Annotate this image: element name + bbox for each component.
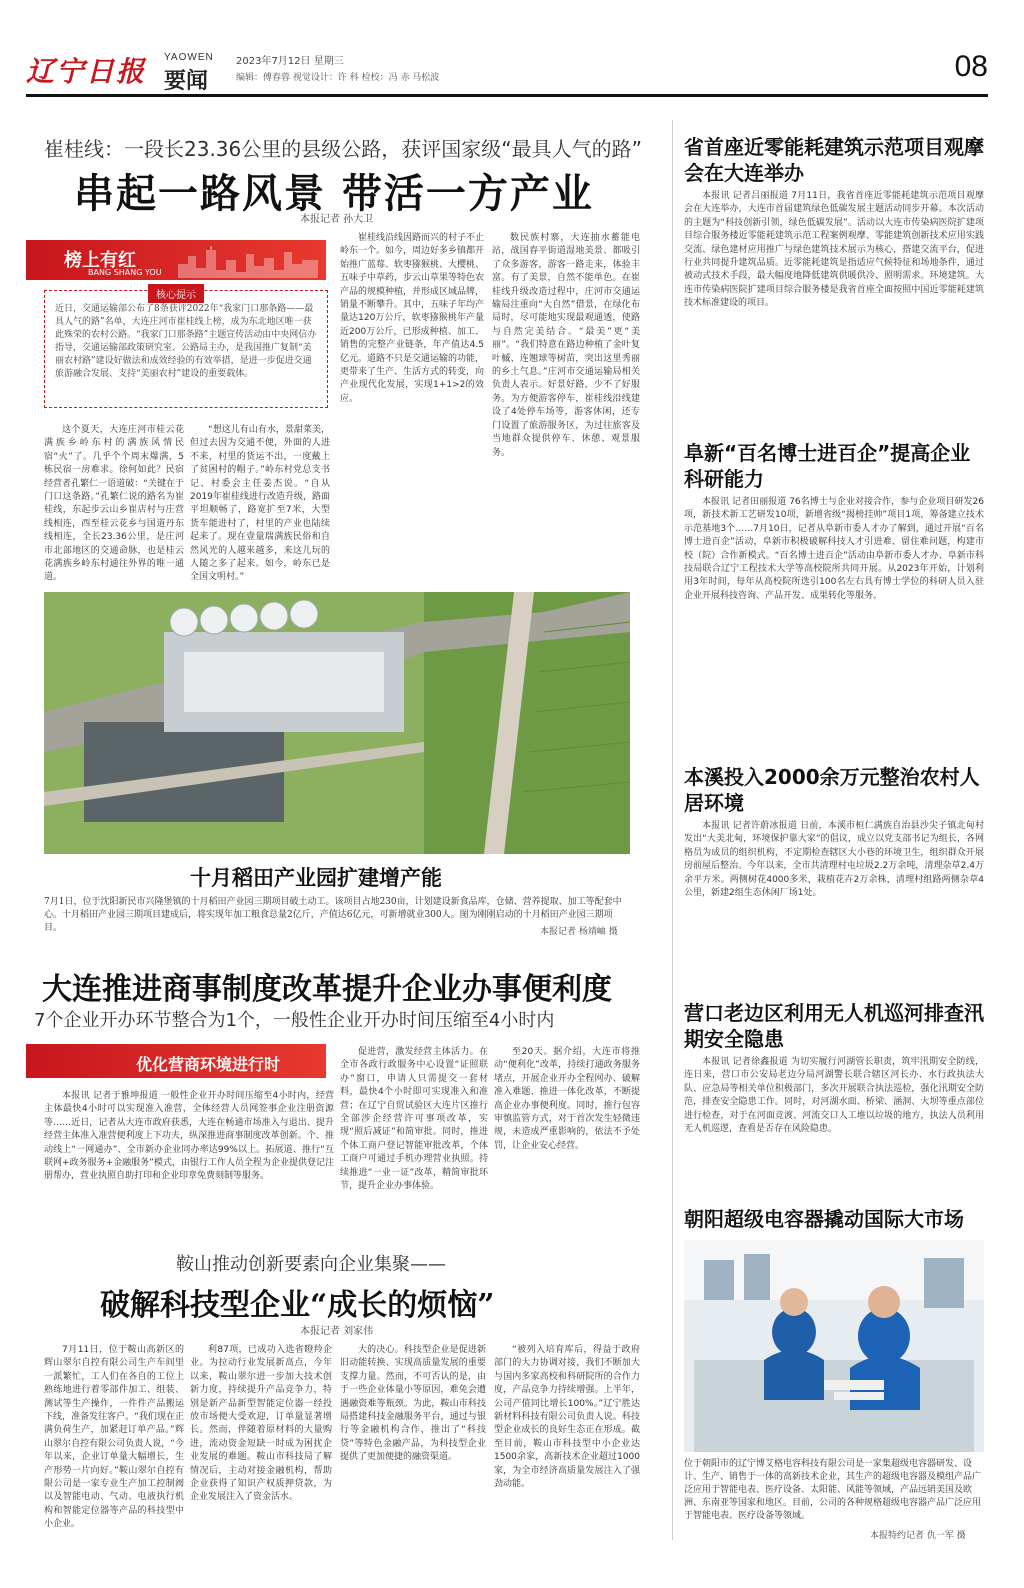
anshan-headline: 破解科技型企业“成长的烦恼” — [100, 1288, 495, 1323]
page-number: 08 — [954, 50, 988, 83]
right-story-1-headline: 省首座近零能耗建筑示范项目观摩会在大连举办 — [684, 135, 984, 185]
section-label-en: YAOWEN — [164, 52, 214, 63]
anshan-body-col4: “被列入培育库后，得益于政府部门的大力协调对接，我们不断加大与国内多家高校和科研院所的合作力度，产品竞争力持续增强。上半年，公司产值同比增长100%。”辽宁胜达新材料科技有限公司负责人说。科技型企业成长的良好生态正在形成。截至目前，鞍山市科技型中小企业达1500余家，高新技术企业超过1000家，为全市经济高质量发展注入了强劲动能。 — [494, 1345, 640, 1490]
factory-workers-illustration — [684, 1240, 984, 1452]
dalian-banner — [26, 1044, 326, 1078]
industrial-park-aerial-photo — [44, 592, 630, 854]
masthead — [26, 44, 998, 94]
banner-title: 榜上有红 — [64, 250, 136, 271]
right-story-5-headline: 朝阳超级电容器撬动国际大市场 — [684, 1207, 964, 1231]
right-story-2-headline: 阜新“百名博士进百企”提高企业科研能力 — [684, 441, 971, 491]
editor-note: 近日，交通运输部公布了8条获评2022年“我家门口那条路——最具人气的路”名单，大连庄河市崔桂线上榜，成为东北地区唯一获此殊荣的农村公路。“我家门口那条路”主题宣传活动由中央网信办指导，交通运输部政策研究室、公路局主办，是我国推广复制“美丽农村路”建设好做法和成效经验的有效举措，是进一步促进交通旅游融合发展、支持“美丽农村”建设的重要载体。 — [44, 290, 328, 408]
column-divider — [672, 120, 673, 1540]
dalian-subhead: 7个企业开办环节整合为1个，一般性企业开办时间压缩至4小时内 — [34, 1010, 555, 1031]
dalian-body-col3: 至20天。据介绍，大连市将推动“便利化”改革，持续打通政务服务堵点，开展企业开办全程网办、破解准入难题、推进一体化改革，不断提高企业办事便利度。同时，推行包容审慎监管方式，对于首次发生轻微违规，未造成严重影响的，依法不予处罚，让企业安心经营。 — [494, 1047, 640, 1151]
dalian-headline: 大连推进商事制度改革提升企业办事便利度 — [42, 972, 612, 1007]
lead-kicker: 崔桂线：一段长23.36公里的县级公路，获评国家级“最具人气的路” — [44, 137, 642, 161]
photo-feature-title: 十月稻田产业园扩建增产能 — [190, 866, 442, 890]
anshan-byline: 本报记者 刘家伟 — [300, 1326, 374, 1337]
right-story-1-body: 本报讯 记者吕丽报道 7月11日，我省首座近零能耗建筑示范项目观摩会在大连举办，大连市首届建筑绿色低碳发展主题活动同步开幕。本次活动的主题为“科技创新引领，绿色低碳发展”。活动以大连市传染病医院扩建项目综合服务楼近零能耗建筑示范工程案例观摩、零能建筑创新技术应用实践交流、绿色建材应用推广与绿色建筑技术展示为核心，搭建交流平台，促进行业共同提升建筑品质。近零能耗建筑是指适应气候特征和场地条件，通过被动式技术手段，最大幅度地降低建筑供暖供冷、照明需求。环境建筑。大连市传染病医院扩建项目综合服务楼是我省首座全面按照中国近零能耗建筑技术标准建设的项目。 — [684, 191, 984, 309]
photo-feature-credit: 本报记者 杨靖岫 摄 — [540, 927, 618, 937]
anshan-body-col2: 利87项，已成功入选省瞪羚企业。为拉动行业发展新高点，今年以来，鞍山翠尔进一步加大技术创新力度，持续提升产品竞争力，特别是新产品新型智能定位器一经投放市场便大受欢迎，订单量显著增长。然而，伴随着原材料的大量购进，流动资金短缺一时成为困扰企业发展的难题。鞍山市科技局了解情况后，主动对接金融机构，帮助企业获得了知识产权质押贷款，为企业发展注入了资金活水。 — [190, 1345, 332, 1503]
photo-feature-caption: 7月1日，位于沈阳新民市兴隆堡镇的十月稻田产业园三期项目破土动工。该项目占地230亩，计划建设新食品库，仓储、营养提取、加工等配套中心。十月稻田产业园三期项目建成后，将实现年加工粮食总量2亿斤，产值达6亿元，可新增就业300人。图为刚刚启动的十月稻田产业园三期项目。 — [44, 897, 622, 933]
anshan-body-col1: 7月11日，位于鞍山高新区的辉山翠尔自控有限公司生产车间里一派繁忙，工人们在各自的工位上熟练地进行着零部件加工、组装、测试等生产操作，一件件产品搬运下线，准备发往客户。“我们现在正满负荷生产，加紧赶订单产品。”辉山翠尔自控有限公司负责人说，“今年以来，企业订单量大幅增长，生产形势一片向好。”鞍山翠尔自控有限公司是一家专业生产加工控制阀以及智能电动、气动、电液执行机构和智能定位器等产品的科技型中小企业。 — [44, 1345, 184, 1530]
lead-body-col2: “想这儿有山有水，景甜菜美，但过去因为交通不便，外面的人进不来，村里的货运不出，一度戴上了贫困村的帽子。”岭东村党总支书记、村委会主任姜杰说。“自从2019年崔桂线进行改造升级，路面平坦顺畅了，路宽扩至7米，大型货车能进村了，村里的产业也陆续起来了。现在壹量瑞满族民俗和自然风光的人越来越多，来这儿玩的人随之多了起来。如今，岭东已是全国文明村。” — [190, 425, 330, 583]
lead-body-col4: 数民族村寨，大连抽水蓄能电站，战国春平街道湿地美景、都吸引了众多游客，游客一路走来，体验丰富。有了美景，自然不能单色。在崔桂线升级改造过程中，庄河市交通运输局注重向“大自然”借景，在绿化布局时，尽可能地实现最观通透，使路与自然完美结合。“最美”更“美丽”。“我们特意在路边种植了金叶复叶槭、连翘球等树苗，突出这里秀丽的乡土气息。”庄河市交通运输局相关负责人表示。好景好路，少不了好服务。为方便游客停车，崔桂线沿线建设了4处停车场等，游客休闲，还专门设置了旅游服务区，为过往旅客及当地群众提供停车、休憩、观景服务。 — [492, 233, 640, 458]
city-skyline-icon — [178, 244, 318, 278]
masthead-rule — [26, 94, 988, 97]
lead-headline: 串起一路风景 带活一方产业 — [74, 170, 594, 217]
right-story-5-caption: 位于朝阳市的辽宁博艾格电容科技有限公司是一家集超级电容器研发、设计、生产、销售于一体的高新技术企业，其生产的超级电容器及模组产品广泛应用于智能电表、医疗设备、太阳能、风能等领域，产品远销美国及欧洲、东南亚等国家和地区。目前，公司的各种规格超级电容器产品广泛应用于智能电表、医疗设备等领域。 — [684, 1459, 982, 1521]
capacitor-factory-photo — [684, 1240, 984, 1452]
banner-title-en: BANG SHANG YOU — [88, 268, 162, 277]
lead-body-col3: 崔桂线沿线因路而兴的村子不止岭东一个。如今，周边好多乡镇都开始推广蓝莓、软枣猕猴桃、大樱桃、五味子中草药，步云山草果等特色农产品的规模种植，并形成区域品牌，销量不断攀升。其中，五味子年均产量达120万公斤，软枣猕猴桃年产量近200万公斤，已形成种植、加工、销售的完整产业链条，年产值达4.5亿元。道路不只是交通运输的功能，更带来了生产、生活方式的转变，向产业现代化发展，实现1+1>2的效应。 — [340, 233, 484, 404]
newspaper-logo: 辽宁日报 — [26, 55, 147, 88]
anshan-body-col3: 大的决心。科技型企业是促进新旧动能转换、实现高质量发展的重要支撑力量。然而，不可否认的是，由于一些企业体量小等原因，难免会遭遇融资难等瓶颈。为此，鞍山市科技局搭建科技金融服务平台，通过与银行等金融机构合作，推出了“科技贷”等特色金融产品，为科技型企业提供了更加便捷的融资渠道。 — [340, 1345, 486, 1463]
right-story-4-headline: 营口老边区利用无人机巡河排查汛期安全隐患 — [684, 1001, 984, 1051]
dalian-banner-title: 优化营商环境进行时 — [136, 1055, 281, 1074]
right-story-4-body: 本报讯 记者徐鑫报道 为切实履行河湖管长职责，筑牢汛期安全防线，连日来，营口市公安局老边分局河湖警长联合辖区河长办、水行政执法大队、应急局等相关单位积极部门，多次开展联合执法巡检，强化汛期安全防范，排查安全隐患工作。同时，对河湖水面、桥梁、涵洞、大坝等重点部位进行检查，对于在河面竞渡、河流交口人工堆以垃圾的地方，执法人员利用无人机巡逻，查看是否存在风险隐患。 — [684, 1057, 984, 1135]
aerial-photo-illustration — [44, 592, 630, 854]
lead-banner — [26, 240, 326, 280]
dalian-body-col2: 促进营，激发经营主体活力。在全市各政行政服务中心设置“证照联办”窗口，申请人只需提交一套材料，最快4个小时即可实现准入和准营；在辽宁自贸试验区大连片区推行全部涉企经营许可事项改革，实现“照后减证”和简审批。同时，推进个体工商户登记智能审批改革，个体工商户可通过手机办理营业执照。持续推进“一业一证”改革，精简审批环节，提升企业办事体验。 — [340, 1047, 488, 1192]
lead-body-col1: 这个夏天，大连庄河市桂云花满族乡岭东村的满族风情民宿“火”了。几乎个个周末爆满，5栋民宿一房难求。徐何如此？民宿经营者孔繁仁一语道破：“关键在于门口这条路。”孔繁仁说的路名为崔桂线，东起步云山乡崔店村与庄营线相连，西至桂云花乡与国道丹东线相连，全长23.36公里，是庄河市北部地区的交通命脉，也是桂云花满族乡岭东村通往外界的唯一通道。 — [44, 425, 184, 583]
right-story-2-body: 本报讯 记者田丽报道 76名博士与企业对接合作，参与企业项目研发26项，新技术新工艺研发10项，新增省级“揭榜挂帅”项目1项，筹备建立技术示范基地3个……7月10日，记者从阜新市委人才办了解到，通过开展“百名博士进百企”活动，阜新市积极破解科技人才引进难、留住难问题，构建市校（院）合作新模式。“百名博士进百企”活动由阜新市委人才办、阜新市科技局联合辽宁工程技术大学等高校院所共同开展。从2023年开始，计划利用3年时间，每年从高校院所选引100名左右具有博士学位的科研人员入驻企业开展科技咨询、产品开发、成果转化等服务。 — [684, 497, 984, 601]
right-story-3-headline: 本溪投入2000余万元整治农村人居环境 — [684, 765, 980, 815]
dateline: 2023年7月12日 星期三 — [236, 56, 344, 67]
lead-byline: 本报记者 孙大卫 — [300, 214, 374, 225]
dalian-body-col1: 本报讯 记者于雅坤报道 一般性企业开办时间压缩至4小时内，经营主体最快4小时可以实现准入准营，全体经营人员网签事企业注册资源等……近日，记者从大连市政府获悉，大连在畅通市场准入与退出、提升经营主体准入准营便利度上下功夫，纵深推进商事制度改革创新。个、推动线上“一网通办”、全市新办企业同办率达99%以上。拓展道、推行“互联网+政务服务+金融服务”模式，由银行工作人员全程为企业提供登记注册帮办，营业执照自助打印和企业印章免费刻制等服务。 — [44, 1091, 334, 1182]
anshan-kicker: 鞍山推动创新要素向企业集聚—— — [176, 1254, 446, 1275]
section-label: 要闻 — [164, 69, 209, 94]
editor-credits: 编辑：傅春蓉 视觉设计：许 科 检校：冯 赤 马松波 — [236, 73, 440, 83]
right-story-5-credit: 本报特约记者 仇一军 摄 — [870, 1531, 966, 1541]
right-story-3-body: 本报讯 记者许蔚冰报道 日前，本溪市桓仁满族自治县沙尖子镇北甸村发出“大美北甸，环境保护靠大家”的倡议，成立以党支部书记为组长，各网格员为成员的组织机构，不定期检查辖区大小巷的环境卫生，组织群众开展房前屋后整治。今年以来，全市共清理村屯垃圾2.2万余吨，清理杂草2.4万余平方米。两侧树花4000多米，栽植花卉2万余株，清理村组路两侧杂草4公里，新建2组生态休闲厂场1处。 — [684, 821, 984, 899]
editor-note-tag: 核心提示 — [148, 284, 204, 303]
